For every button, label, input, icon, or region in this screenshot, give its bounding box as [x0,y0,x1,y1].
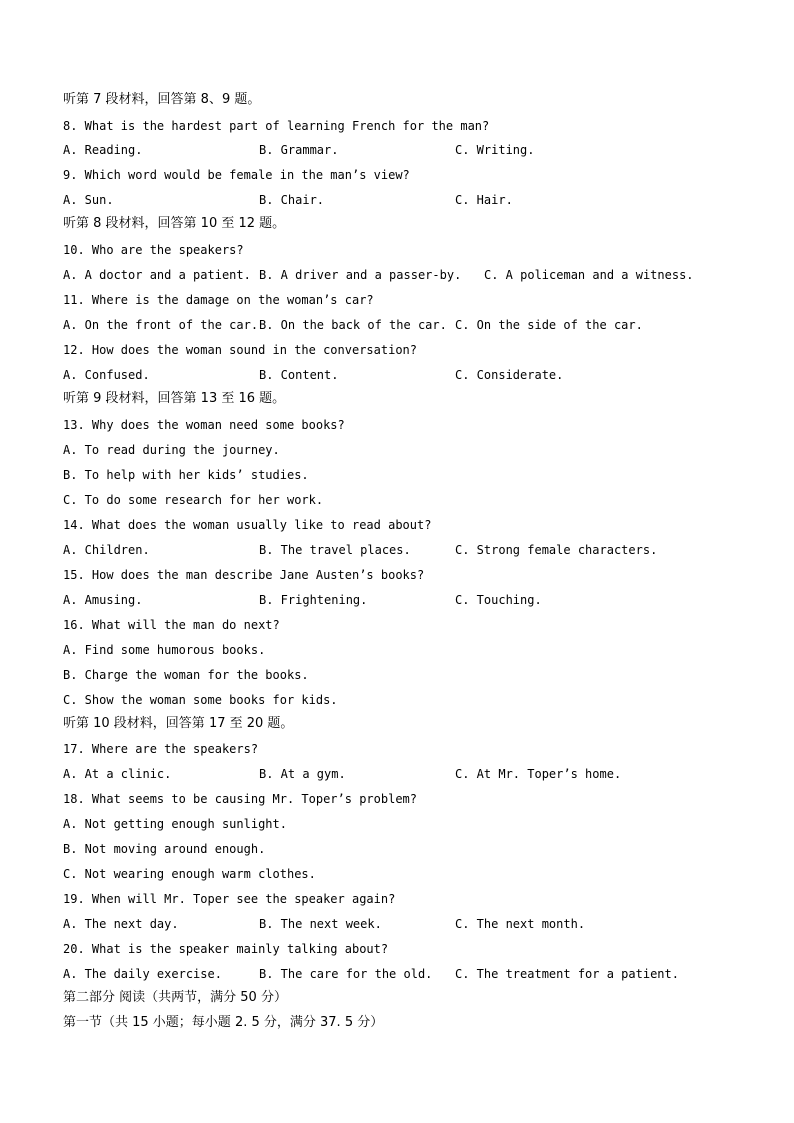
option-a: A. Not getting enough sunlight. [63,817,287,831]
option-a: A. Amusing. [63,593,143,607]
option-c: C. The next month. [455,917,586,931]
option-c: C. A policeman and a witness. [484,268,694,282]
option-c: C. Not wearing enough warm clothes. [63,867,316,881]
option-b: B. On the back of the car. [259,318,447,332]
option-c: C. At Mr. Toper’s home. [455,767,622,781]
section-header: 听第 8 段材料，回答第 10 至 12 题。 [63,216,286,231]
option-c: C. Strong female characters. [455,543,658,557]
question-stem: 14. What does the woman usually like to read about? [63,518,432,532]
option-b: B. The next week. [259,917,382,931]
option-b: B. At a gym. [259,767,346,781]
option-b: B. Frightening. [259,593,368,607]
option-b: B. Content. [259,368,339,382]
subsection-heading: 第一节（共 15 小题；每小题 2. 5 分，满分 37. 5 分） [63,1015,384,1030]
question-stem: 13. Why does the woman need some books? [63,418,345,432]
option-a: A. Find some humorous books. [63,643,266,657]
option-a: A. The daily exercise. [63,967,222,981]
option-b: B. To help with her kids’ studies. [63,468,309,482]
option-a: A. To read during the journey. [63,443,280,457]
option-a: A. Children. [63,543,150,557]
question-stem: 18. What seems to be causing Mr. Toper’s problem? [63,792,418,806]
question-stem: 10. Who are the speakers? [63,243,244,257]
option-b: B. Grammar. [259,143,339,157]
section-header: 听第 10 段材料，回答第 17 至 20 题。 [63,716,294,731]
option-b: B. Charge the woman for the books. [63,668,309,682]
option-a: A. At a clinic. [63,767,172,781]
option-b: B. A driver and a passer-by. [259,268,462,282]
question-stem: 17. Where are the speakers? [63,742,259,756]
option-b: B. Chair. [259,193,325,207]
question-stem: 9. Which word would be female in the man’s view? [63,168,410,182]
option-a: A. The next day. [63,917,179,931]
question-stem: 11. Where is the damage on the woman’s car? [63,293,374,307]
option-a: A. A doctor and a patient. [63,268,251,282]
option-c: C. The treatment for a patient. [455,967,679,981]
question-stem: 20. What is the speaker mainly talking about? [63,942,389,956]
section-header: 听第 7 段材料，回答第 8、9 题。 [63,92,261,107]
option-c: C. Considerate. [455,368,564,382]
option-c: C. Hair. [455,193,513,207]
option-a: A. On the front of the car. [63,318,259,332]
option-c: C. Show the woman some books for kids. [63,693,338,707]
option-a: A. Confused. [63,368,150,382]
option-c: C. Writing. [455,143,535,157]
question-stem: 15. How does the man describe Jane Austen’s books? [63,568,425,582]
option-b: B. The care for the old. [259,967,433,981]
option-c: C. Touching. [455,593,542,607]
option-c: C. On the side of the car. [455,318,643,332]
question-stem: 12. How does the woman sound in the conversation? [63,343,418,357]
option-a: A. Sun. [63,193,114,207]
option-b: B. The travel places. [259,543,411,557]
question-stem: 19. When will Mr. Toper see the speaker again? [63,892,396,906]
option-b: B. Not moving around enough. [63,842,266,856]
question-stem: 16. What will the man do next? [63,618,280,632]
part-heading: 第二部分 阅读（共两节，满分 50 分） [63,990,287,1005]
question-stem: 8. What is the hardest part of learning French for the man? [63,119,490,133]
option-a: A. Reading. [63,143,143,157]
option-c: C. To do some research for her work. [63,493,324,507]
section-header: 听第 9 段材料，回答第 13 至 16 题。 [63,391,286,406]
